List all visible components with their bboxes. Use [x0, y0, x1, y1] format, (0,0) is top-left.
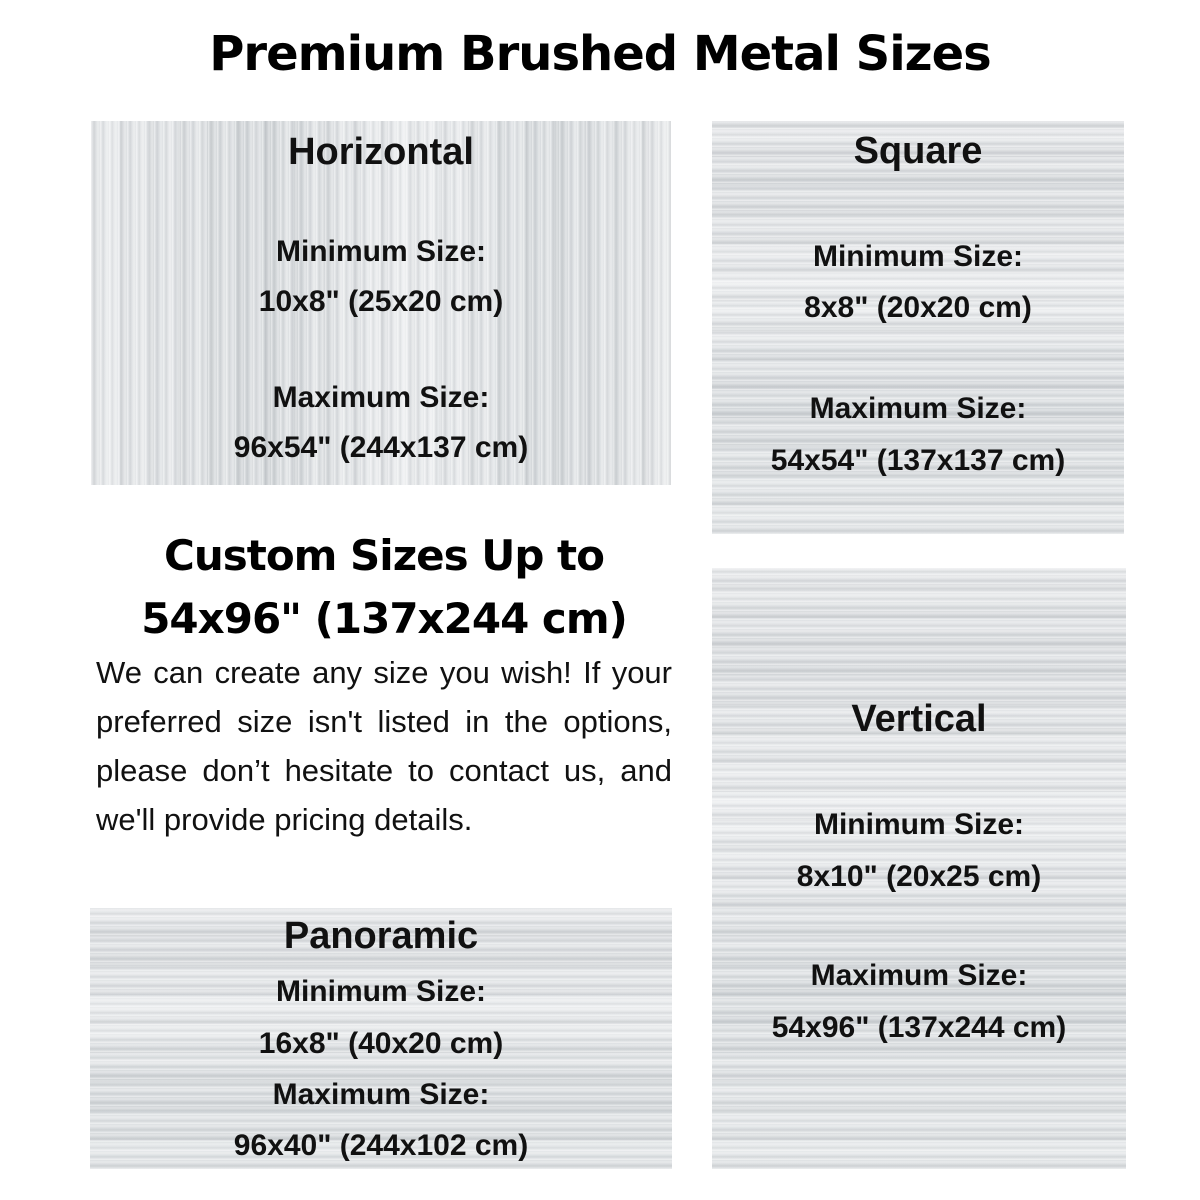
custom-sizes-description: We can create any size you wish! If your preferred size isn't listed in the options, please don’t hesitate to contact us, and we'll provide pricing details.: [96, 655, 672, 837]
min-size-label: Minimum Size:: [275, 975, 486, 1008]
min-size-value: 8x8" (20x20 cm): [804, 291, 1032, 324]
panoramic-size-panel: [90, 908, 672, 1169]
min-size-value: 10x8" (25x20 cm): [258, 285, 504, 318]
max-size-value: 54x96" (137x244 cm): [771, 1011, 1067, 1044]
min-size-value: 16x8" (40x20 cm): [258, 1027, 504, 1060]
page-title: Premium Brushed Metal Sizes: [209, 26, 991, 82]
min-size-label: Minimum Size:: [812, 240, 1023, 273]
max-size-value: 96x54" (244x137 cm): [233, 431, 529, 464]
custom-sizes-heading-line2: 54x96" (137x244 cm): [141, 594, 627, 643]
vertical-size-panel: [712, 568, 1126, 1169]
max-size-label: Maximum Size:: [809, 392, 1027, 425]
max-size-label: Maximum Size:: [272, 1078, 490, 1111]
max-size-value: 54x54" (137x137 cm): [770, 444, 1066, 477]
max-size-label: Maximum Size:: [810, 959, 1028, 992]
panel-title: Panoramic: [283, 915, 479, 957]
min-size-label: Minimum Size:: [275, 235, 486, 268]
max-size-label: Maximum Size:: [272, 381, 490, 414]
panel-title: Square: [853, 130, 983, 172]
min-size-label: Minimum Size:: [813, 808, 1024, 841]
square-size-panel: [712, 121, 1124, 534]
min-size-value: 8x10" (20x25 cm): [796, 860, 1042, 893]
horizontal-size-panel: [91, 121, 671, 485]
max-size-value: 96x40" (244x102 cm): [233, 1129, 529, 1162]
custom-sizes-heading-line1: Custom Sizes Up to: [164, 531, 604, 580]
panel-title: Vertical: [851, 698, 987, 740]
panel-title: Horizontal: [288, 131, 474, 173]
